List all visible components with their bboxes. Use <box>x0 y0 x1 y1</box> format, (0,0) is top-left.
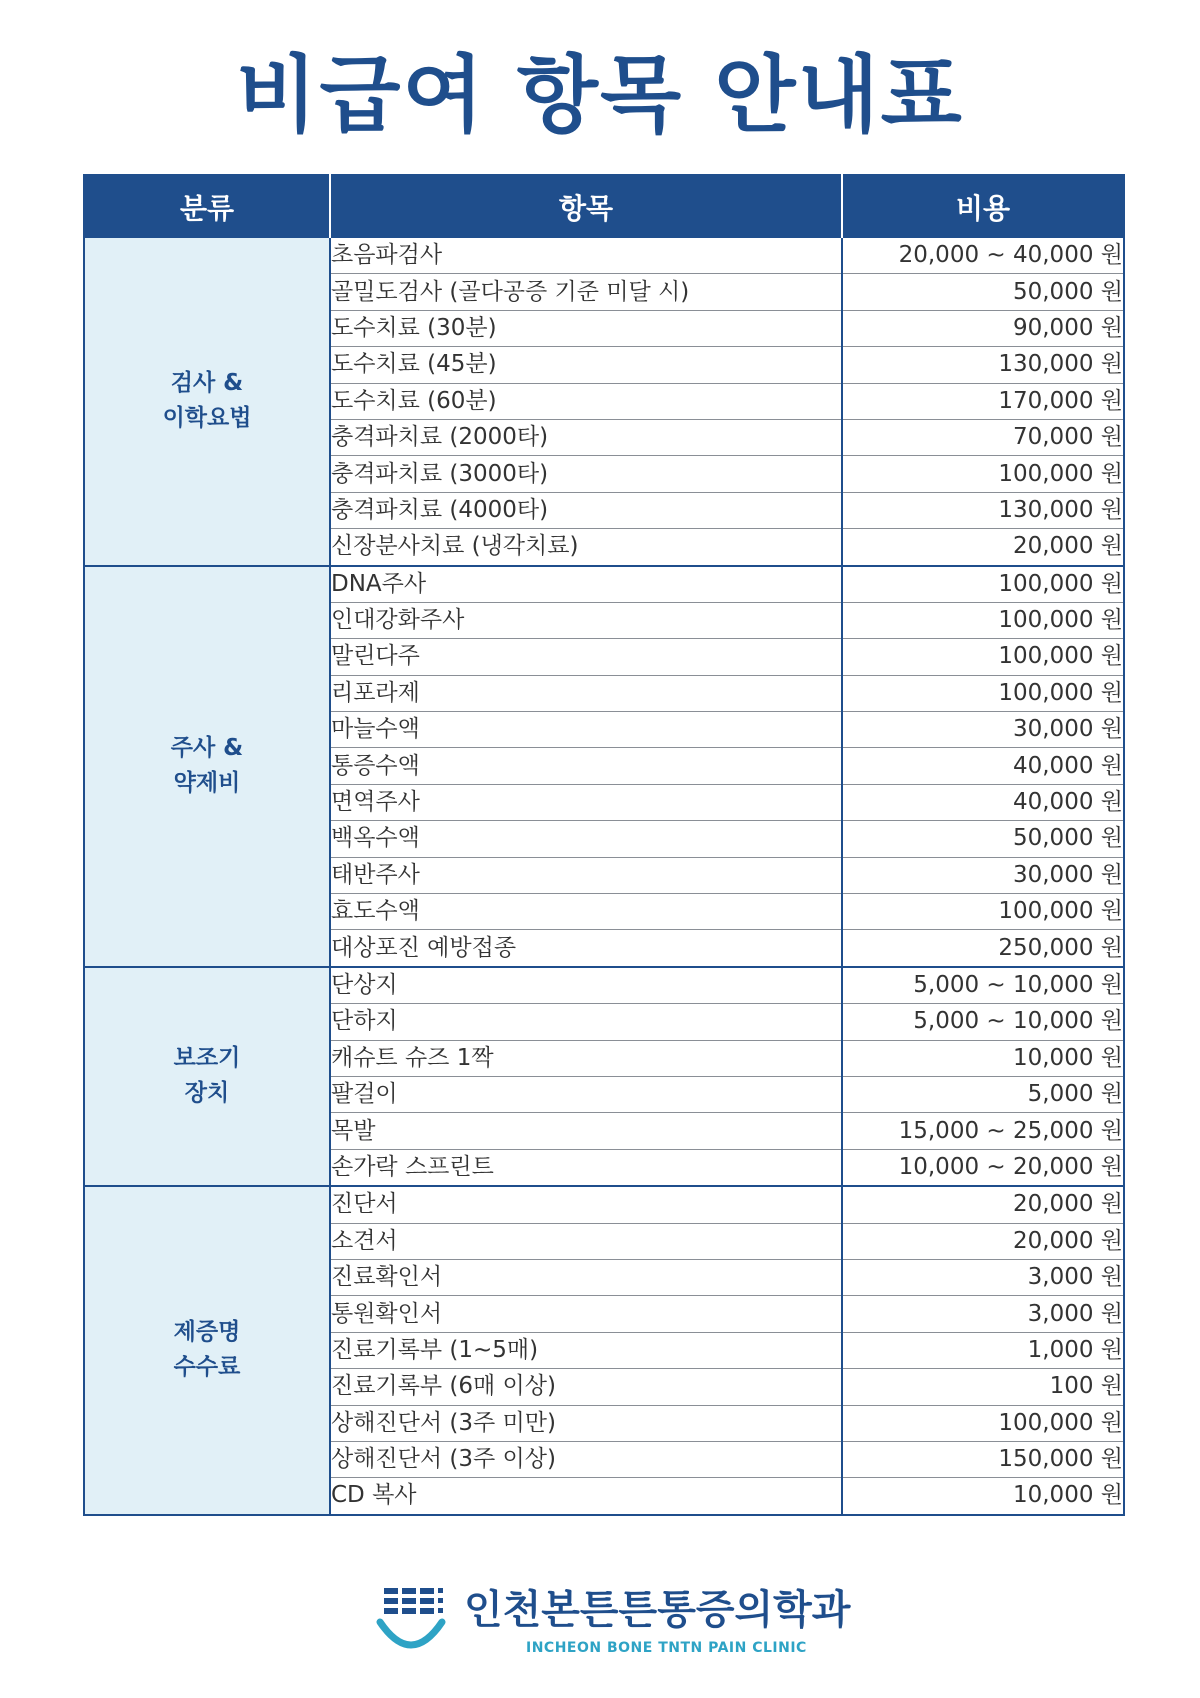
cost-cell: 5,000 ~ 10,000 원 <box>842 1004 1124 1040</box>
item-cell: CD 복사 <box>330 1478 842 1515</box>
item-cell: 통원확인서 <box>330 1296 842 1332</box>
cost-cell: 5,000 ~ 10,000 원 <box>842 967 1124 1004</box>
item-cell: 단상지 <box>330 967 842 1004</box>
cost-cell: 15,000 ~ 25,000 원 <box>842 1113 1124 1149</box>
cost-cell: 130,000 원 <box>842 347 1124 383</box>
item-cell: 통증수액 <box>330 748 842 784</box>
cost-cell: 100,000 원 <box>842 456 1124 492</box>
cost-cell: 20,000 ~ 40,000 원 <box>842 238 1124 274</box>
item-cell: 진단서 <box>330 1186 842 1223</box>
cost-cell: 50,000 원 <box>842 821 1124 857</box>
category-label: 검사 & <box>170 370 244 397</box>
item-cell: 손가락 스프린트 <box>330 1149 842 1186</box>
item-cell: 도수치료 (60분) <box>330 383 842 419</box>
item-cell: 골밀도검사 (골다공증 기준 미달 시) <box>330 274 842 310</box>
category-label: 약제비 <box>173 770 241 797</box>
cost-cell: 3,000 원 <box>842 1259 1124 1295</box>
header-item: 항목 <box>330 175 842 238</box>
item-cell: 백옥수액 <box>330 821 842 857</box>
table-body <box>84 238 1124 1515</box>
cost-cell: 100,000 원 <box>842 602 1124 638</box>
item-cell: 진료기록부 (6매 이상) <box>330 1369 842 1405</box>
category-cell <box>84 1186 330 1515</box>
cost-cell: 20,000 원 <box>842 1223 1124 1259</box>
cost-cell: 100,000 원 <box>842 675 1124 711</box>
category-label: 장치 <box>184 1080 230 1107</box>
cost-cell: 30,000 원 <box>842 712 1124 748</box>
category-label: 주사 & <box>170 735 244 762</box>
clinic-logo <box>376 1578 851 1678</box>
header-cost: 비용 <box>842 175 1124 238</box>
cost-cell: 20,000 원 <box>842 529 1124 566</box>
category-label: 이학요법 <box>162 405 252 432</box>
cost-cell: 40,000 원 <box>842 748 1124 784</box>
item-cell: 단하지 <box>330 1004 842 1040</box>
item-cell: 상해진단서 (3주 이상) <box>330 1441 842 1477</box>
table-row <box>84 967 1124 1004</box>
cost-cell: 100 원 <box>842 1369 1124 1405</box>
cost-cell: 100,000 원 <box>842 566 1124 603</box>
cost-cell: 10,000 ~ 20,000 원 <box>842 1149 1124 1186</box>
cost-cell: 130,000 원 <box>842 492 1124 528</box>
item-cell: 진료확인서 <box>330 1259 842 1295</box>
item-cell: 팔걸이 <box>330 1076 842 1112</box>
item-cell: 소견서 <box>330 1223 842 1259</box>
clinic-logo-icon <box>376 1586 446 1656</box>
cost-cell: 40,000 원 <box>842 784 1124 820</box>
table-row <box>84 1186 1124 1223</box>
item-cell: 충격파치료 (3000타) <box>330 456 842 492</box>
item-cell: 상해진단서 (3주 미만) <box>330 1405 842 1441</box>
item-cell: 도수치료 (45분) <box>330 347 842 383</box>
cost-cell: 100,000 원 <box>842 1405 1124 1441</box>
category-label: 수수료 <box>173 1354 241 1381</box>
cost-cell: 10,000 원 <box>842 1040 1124 1076</box>
item-cell: 도수치료 (30분) <box>330 310 842 346</box>
category-label: 제증명 <box>173 1319 241 1346</box>
item-cell: 대상포진 예방접종 <box>330 930 842 967</box>
item-cell: 마늘수액 <box>330 712 842 748</box>
clinic-name-korean: 인천본튼튼통증의학과 <box>464 1587 851 1633</box>
table-row <box>84 238 1124 274</box>
cost-cell: 250,000 원 <box>842 930 1124 967</box>
cost-cell: 50,000 원 <box>842 274 1124 310</box>
category-cell <box>84 238 330 566</box>
page-title: 비급여 항목 안내표 <box>236 46 964 144</box>
item-cell: 면역주사 <box>330 784 842 820</box>
clinic-name-english: INCHEON BONE TNTN PAIN CLINIC <box>526 1640 807 1656</box>
table-header-row <box>84 175 1124 238</box>
item-cell: 효도수액 <box>330 894 842 930</box>
item-cell: 진료기록부 (1~5매) <box>330 1332 842 1368</box>
item-cell: 충격파치료 (2000타) <box>330 419 842 455</box>
cost-cell: 150,000 원 <box>842 1441 1124 1477</box>
cost-cell: 70,000 원 <box>842 419 1124 455</box>
cost-cell: 5,000 원 <box>842 1076 1124 1112</box>
item-cell: 리포라제 <box>330 675 842 711</box>
item-cell: DNA주사 <box>330 566 842 603</box>
cost-cell: 30,000 원 <box>842 857 1124 893</box>
cost-cell: 3,000 원 <box>842 1296 1124 1332</box>
cost-cell: 100,000 원 <box>842 894 1124 930</box>
item-cell: 인대강화주사 <box>330 602 842 638</box>
item-cell: 태반주사 <box>330 857 842 893</box>
item-cell: 캐슈트 슈즈 1짝 <box>330 1040 842 1076</box>
cost-cell: 90,000 원 <box>842 310 1124 346</box>
item-cell: 초음파검사 <box>330 238 842 274</box>
fee-table <box>83 174 1125 1516</box>
category-cell <box>84 566 330 967</box>
item-cell: 목발 <box>330 1113 842 1149</box>
item-cell: 말린다주 <box>330 639 842 675</box>
item-cell: 신장분사치료 (냉각치료) <box>330 529 842 566</box>
cost-cell: 10,000 원 <box>842 1478 1124 1515</box>
cost-cell: 100,000 원 <box>842 639 1124 675</box>
cost-cell: 1,000 원 <box>842 1332 1124 1368</box>
cost-cell: 20,000 원 <box>842 1186 1124 1223</box>
category-cell <box>84 967 330 1186</box>
cost-cell: 170,000 원 <box>842 383 1124 419</box>
table-row <box>84 566 1124 603</box>
category-label: 보조기 <box>173 1045 241 1072</box>
item-cell: 충격파치료 (4000타) <box>330 492 842 528</box>
header-category: 분류 <box>84 175 330 238</box>
